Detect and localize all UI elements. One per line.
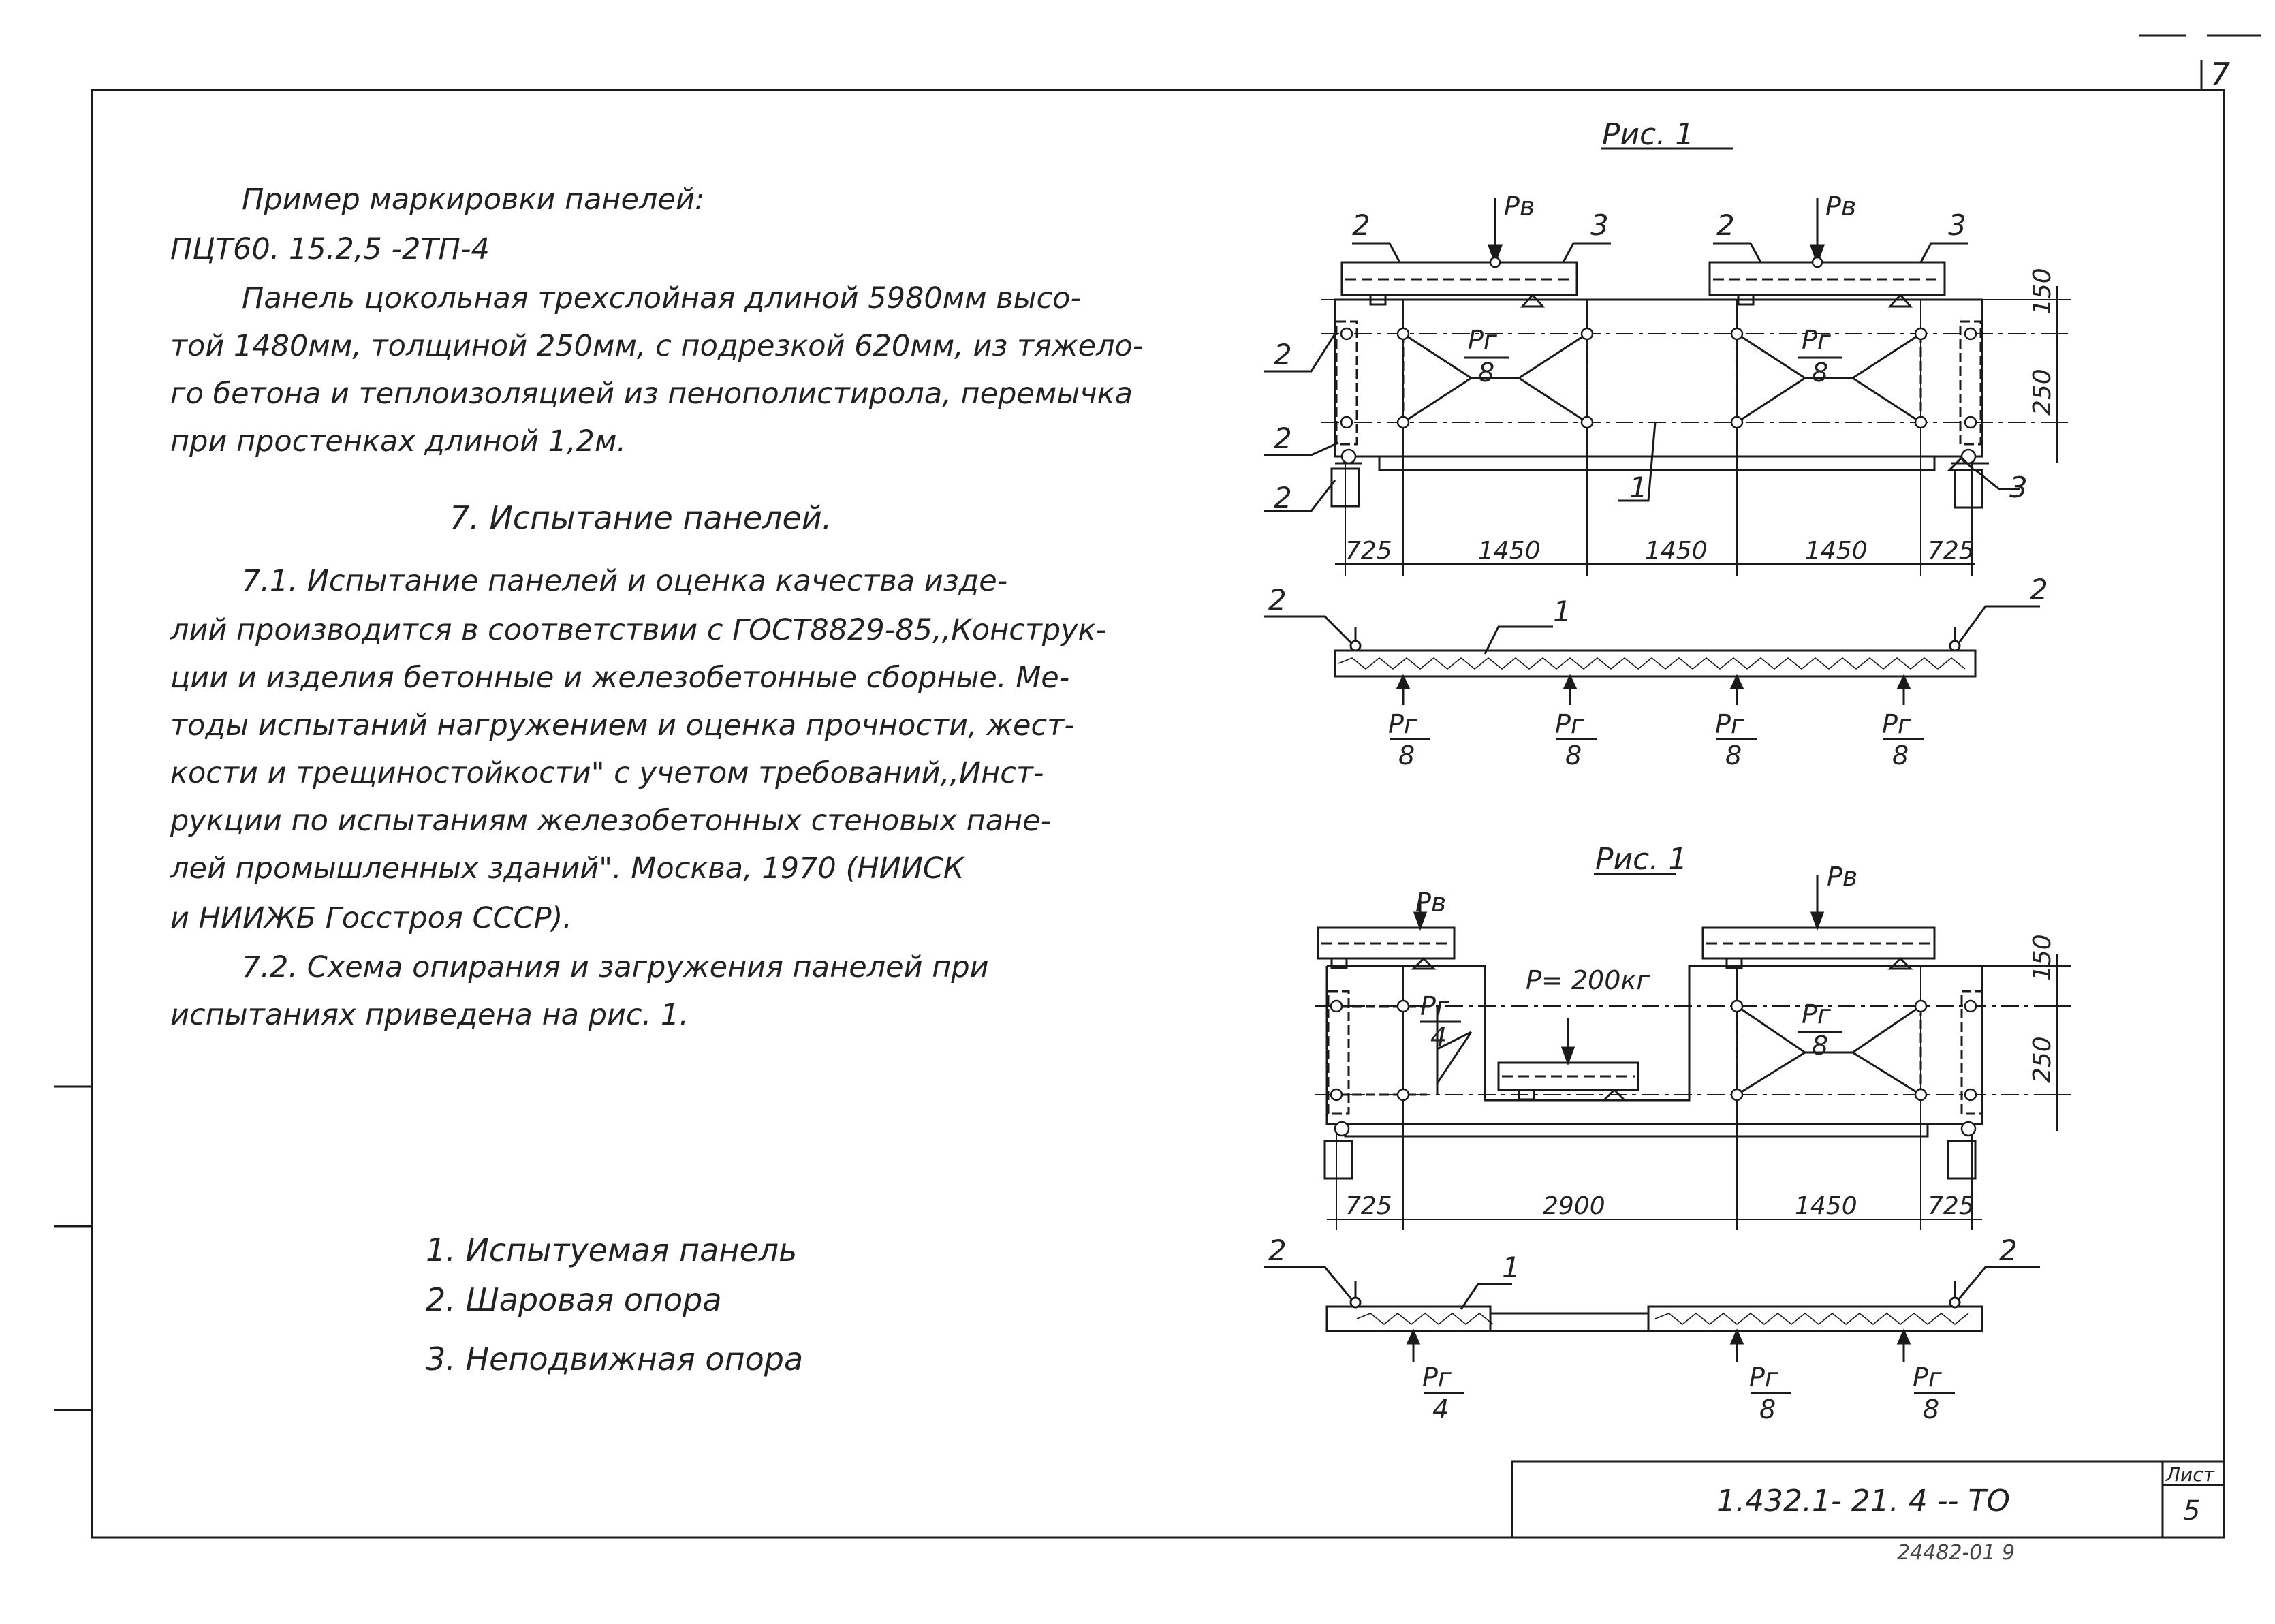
callout-1: 1 bbox=[1553, 595, 1571, 628]
strip1-div: 8 bbox=[1565, 740, 1582, 770]
dim-bottom: 1450 bbox=[1795, 1192, 1857, 1220]
section-line: лей промышленных зданий". Москва, 1970 (НИИСК bbox=[170, 852, 964, 886]
fig2-pg-label: Рг bbox=[1802, 999, 1831, 1029]
fig2-load-pb: Рв bbox=[1415, 888, 1447, 918]
callout-3: 3 bbox=[1948, 208, 1966, 242]
fig2-title: Рис. 1 bbox=[1595, 842, 1688, 877]
strip1-pg: Рг bbox=[1388, 709, 1417, 739]
callout-2: 2 bbox=[1274, 338, 1292, 371]
archive-number: 24482-01 9 bbox=[1897, 1541, 2015, 1565]
fig1-pg-div: 8 bbox=[1812, 358, 1829, 388]
fig1-pg-label: Рг bbox=[1802, 325, 1831, 355]
callout-2: 2 bbox=[1352, 208, 1370, 242]
fig1-pg-label: Рг bbox=[1468, 325, 1497, 355]
callout-2: 2 bbox=[1716, 208, 1735, 242]
legend-item: 1. Испытуемая панель bbox=[426, 1232, 798, 1268]
sheet-label: Лист bbox=[2166, 1463, 2214, 1486]
dim-vertical: 250 bbox=[2028, 369, 2056, 416]
fig2-pg-div: 8 bbox=[1812, 1031, 1829, 1061]
dim-bottom: 725 bbox=[1928, 1192, 1975, 1220]
strip1-div: 8 bbox=[1725, 740, 1742, 770]
strip1-pg: Рг bbox=[1715, 709, 1744, 739]
section-line: и НИИЖБ Госстроя СССР). bbox=[170, 901, 572, 935]
fig2-pg-div: 4 bbox=[1430, 1022, 1447, 1052]
strip2-pg: Рг bbox=[1913, 1362, 1942, 1392]
section-line: кости и трещиностойкости" с учетом требований,,Инст- bbox=[170, 756, 1044, 790]
strip2-div: 8 bbox=[1759, 1394, 1776, 1424]
fig1-pg-div: 8 bbox=[1478, 358, 1495, 388]
fig2-center-load: Р= 200кг bbox=[1526, 965, 1650, 995]
intro-line: при простенках длиной 1,2м. bbox=[170, 424, 627, 458]
dim-top: 725 bbox=[1928, 537, 1975, 565]
strip1-pg: Рг bbox=[1882, 709, 1911, 739]
dim-vertical: 250 bbox=[2028, 1036, 2056, 1083]
section-line: рукции по испытаниям железобетонных стеновых пане- bbox=[170, 804, 1052, 838]
dim-top: 1450 bbox=[1478, 537, 1541, 565]
page-number: 7 bbox=[2210, 56, 2231, 93]
drawing-designation: 1.432.1- 21. 4 -- ТО bbox=[1716, 1484, 2010, 1518]
callout-2: 2 bbox=[1268, 1234, 1287, 1267]
strip1-pg: Рг bbox=[1555, 709, 1584, 739]
fig1-load-pb: Рв bbox=[1825, 191, 1857, 221]
callout-2: 2 bbox=[1268, 583, 1287, 616]
callout-1: 1 bbox=[1629, 471, 1648, 504]
fig1-load-pb: Рв bbox=[1504, 191, 1535, 221]
intro-line: той 1480мм, толщиной 250мм, с подрезкой 620мм, из тяжело- bbox=[170, 329, 1144, 363]
dim-top: 1450 bbox=[1645, 537, 1708, 565]
callout-2: 2 bbox=[1274, 481, 1292, 514]
dim-bottom: 725 bbox=[1345, 1192, 1392, 1220]
callout-2: 2 bbox=[1999, 1234, 2018, 1267]
strip1-div: 8 bbox=[1398, 740, 1415, 770]
fig2-load-pb: Рв bbox=[1827, 862, 1858, 892]
dim-top: 1450 bbox=[1805, 537, 1868, 565]
section-line: 7.2. Схема опирания и загружения панелей при bbox=[242, 950, 989, 984]
intro-line: Панель цокольная трехслойная длиной 5980мм высо- bbox=[242, 281, 1081, 315]
callout-2: 2 bbox=[2030, 573, 2048, 606]
section-line: лий производится в соответствии с ГОСТ8829-85,,Конструк- bbox=[170, 613, 1107, 647]
dim-vertical: 150 bbox=[2028, 934, 2056, 981]
section-line: тоды испытаний нагружением и оценка прочности, жест- bbox=[170, 708, 1075, 743]
strip2-pg: Рг bbox=[1749, 1362, 1778, 1392]
strip1-div: 8 bbox=[1892, 740, 1909, 770]
strip2-pg: Рг bbox=[1422, 1362, 1452, 1392]
strip2-div: 8 bbox=[1923, 1394, 1940, 1424]
dim-top: 725 bbox=[1345, 537, 1392, 565]
callout-1: 1 bbox=[1502, 1251, 1520, 1284]
section-title: 7. Испытание панелей. bbox=[450, 499, 832, 536]
intro-line: го бетона и теплоизоляцией из пенополистирола, перемычка bbox=[170, 377, 1133, 411]
sheet-number: 5 bbox=[2183, 1495, 2201, 1527]
marking-heading: Пример маркировки панелей: bbox=[242, 183, 705, 217]
dim-vertical: 150 bbox=[2028, 268, 2056, 315]
section-line: ции и изделия бетонные и железобетонные сборные. Ме- bbox=[170, 661, 1070, 695]
fig1-title: Рис. 1 bbox=[1602, 117, 1695, 152]
section-line: 7.1. Испытание панелей и оценка качества изде- bbox=[242, 564, 1008, 598]
callout-3: 3 bbox=[1590, 208, 1609, 242]
section-line: испытаниях приведена на рис. 1. bbox=[170, 998, 689, 1032]
strip2-div: 4 bbox=[1432, 1394, 1449, 1424]
marking-code: ПЦТ60. 15.2,5 -2ТП-4 bbox=[170, 232, 490, 266]
legend-item: 3. Неподвижная опора bbox=[426, 1341, 804, 1377]
dim-bottom: 2900 bbox=[1543, 1192, 1605, 1220]
callout-3: 3 bbox=[2009, 471, 2028, 504]
legend-item: 2. Шаровая опора bbox=[426, 1281, 722, 1318]
fig2-pg-label: Рг bbox=[1420, 991, 1449, 1021]
callout-2: 2 bbox=[1274, 422, 1292, 455]
